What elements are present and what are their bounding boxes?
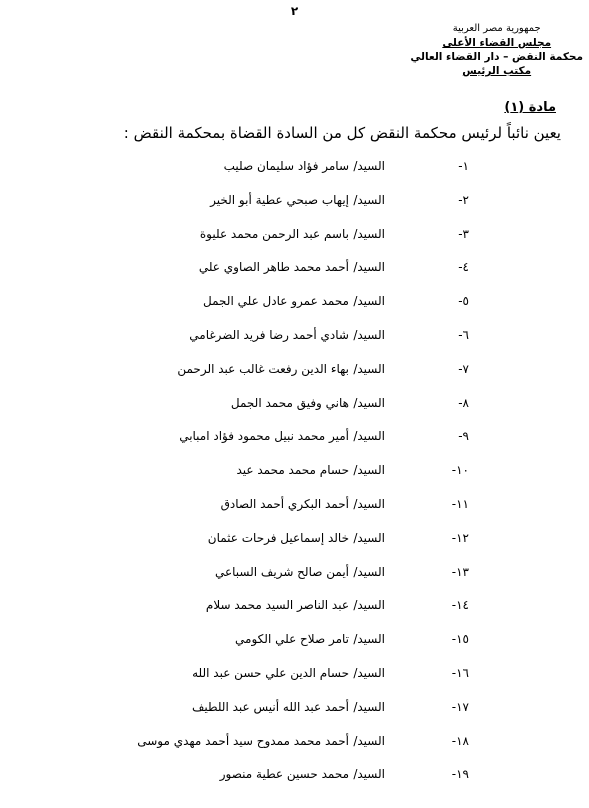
item-number: ٥-: [458, 294, 469, 309]
intro-text: يعين نائباً لرئيس محكمة النقض كل من السادة القضاة بمحكمة النقض :: [123, 124, 561, 142]
item-name: محمد عمرو عادل علي الجمل: [203, 294, 349, 309]
item-name: حسام الدين علي حسن عبد الله: [192, 665, 349, 680]
list-item: [0, 698, 589, 732]
article-heading: مادة (١): [504, 100, 556, 115]
item-number: ١٧-: [451, 699, 469, 714]
item-number: ١-: [458, 159, 469, 173]
list-item: [0, 495, 589, 529]
item-name: عبد الناصر السيد محمد سلام: [205, 598, 349, 613]
item-name: تامر صلاح علي الكومي: [235, 632, 349, 647]
list-item: [0, 461, 589, 495]
item-title: السيد/: [353, 463, 385, 478]
list-item: [0, 630, 589, 664]
item-name: أمير محمد نبيل محمود فؤاد امبابي: [179, 429, 349, 444]
item-name: أحمد عبد الله أنيس عبد اللطيف: [191, 699, 349, 714]
list-item: [0, 427, 589, 461]
letterhead: [410, 22, 583, 78]
item-name: بهاء الدين رفعت غالب عبد الرحمن: [177, 361, 349, 376]
item-name: هاني وفيق محمد الجمل: [230, 395, 349, 410]
page-number: ٢: [290, 4, 299, 18]
item-name: خالد إسماعيل فرحات عثمان: [207, 530, 349, 545]
list-item: [0, 732, 589, 766]
item-number: ١٠-: [451, 463, 469, 478]
item-number: ٧-: [458, 361, 469, 376]
item-title: السيد/: [353, 767, 385, 782]
item-number: ٩-: [458, 429, 469, 444]
item-name: محمد حسين عطية منصور: [219, 767, 349, 782]
item-number: ٣-: [458, 226, 469, 241]
item-title: السيد/: [353, 429, 385, 444]
item-number: ١٩-: [451, 767, 469, 782]
item-title: السيد/: [353, 496, 385, 511]
list-item: [0, 225, 589, 259]
item-name: أحمد محمد طاهر الصاوي علي: [198, 260, 349, 275]
item-title: السيد/: [353, 632, 385, 647]
item-title: السيد/: [353, 260, 385, 275]
item-title: السيد/: [353, 192, 385, 207]
item-title: السيد/: [353, 294, 385, 309]
letterhead-office: مكتب الرئيس: [462, 65, 532, 77]
item-number: ١٤-: [451, 598, 469, 613]
item-title: السيد/: [353, 733, 385, 748]
letterhead-council: مجلس القضاء الأعلى: [442, 37, 552, 49]
list-item: [0, 765, 589, 799]
item-number: ١٣-: [451, 564, 469, 579]
item-number: ١٢-: [451, 530, 469, 545]
list-item: [0, 529, 589, 563]
item-title: السيد/: [353, 361, 385, 376]
item-name: أحمد محمد ممدوح سيد أحمد مهدي موسى: [137, 733, 349, 748]
list-item: [0, 360, 589, 394]
item-name: باسم عبد الرحمن محمد عليوة: [199, 226, 349, 241]
item-title: السيد/: [353, 665, 385, 680]
item-title: السيد/: [353, 564, 385, 579]
item-number: ٢-: [458, 192, 469, 207]
item-number: ٤-: [458, 260, 469, 275]
item-title: السيد/: [353, 327, 385, 342]
item-number: ١٦-: [451, 665, 469, 680]
item-number: ١١-: [451, 496, 469, 511]
item-number: ٦-: [458, 327, 469, 342]
item-name: أيمن صالح شريف السباعي: [214, 564, 349, 579]
item-name: سامر فؤاد سليمان صليب: [223, 159, 349, 173]
list-item: [0, 596, 589, 630]
item-title: السيد/: [353, 699, 385, 714]
item-title: السيد/: [353, 159, 385, 173]
list-item: [0, 157, 589, 191]
item-title: السيد/: [353, 226, 385, 241]
item-title: السيد/: [353, 395, 385, 410]
item-name: إيهاب صبحي عطية أبو الخير: [210, 192, 349, 207]
list-item: [0, 191, 589, 225]
item-number: ١٥-: [451, 632, 469, 647]
item-number: ١٨-: [451, 733, 469, 748]
list-item: [0, 394, 589, 428]
list-item: [0, 664, 589, 698]
item-number: ٨-: [458, 395, 469, 410]
item-name: حسام محمد محمد عيد: [236, 463, 349, 478]
list-item: [0, 292, 589, 326]
list-item: [0, 563, 589, 597]
item-name: شادي أحمد رضا فريد الضرغامي: [189, 327, 349, 342]
judges-list: [0, 157, 589, 799]
list-item: [0, 326, 589, 360]
item-title: السيد/: [353, 598, 385, 613]
letterhead-country: جمهورية مصر العربية: [452, 23, 541, 34]
list-item: [0, 258, 589, 292]
item-name: أحمد البكري أحمد الصادق: [220, 496, 349, 511]
item-title: السيد/: [353, 530, 385, 545]
letterhead-court: محكمة النقض – دار القضاء العالي: [410, 51, 583, 63]
